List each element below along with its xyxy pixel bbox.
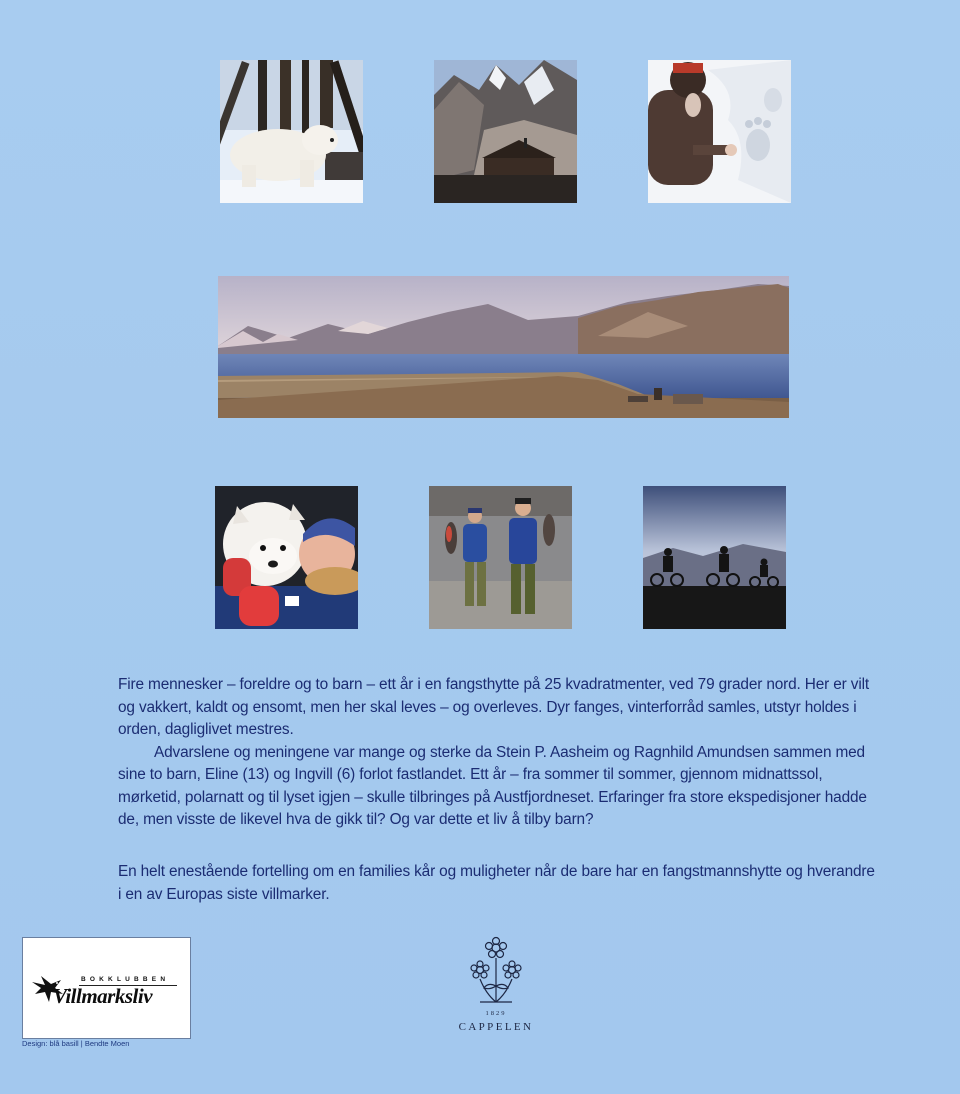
book-description <box>118 674 878 832</box>
two-people-with-birds-photo <box>429 486 572 629</box>
fjord-panorama-photo <box>218 276 789 418</box>
publisher-name: CAPPELEN <box>458 1021 534 1033</box>
publisher-year: 1829 <box>485 1010 507 1017</box>
cabin-under-mountains-photo <box>434 60 577 203</box>
book-club-logo <box>22 937 191 1039</box>
flower-logo-icon <box>466 936 526 1010</box>
tagline-text: En helt enestående fortelling om en families kår og muligheter når de bare har en fangstmannshytte og hverandre i en av Europas siste villmarker. <box>118 863 875 903</box>
club-name-text: Villmarksliv <box>53 984 153 1008</box>
book-tagline <box>118 861 878 906</box>
child-hugging-white-dog-photo <box>215 486 358 629</box>
description-paragraph-2: Advarslene og meningene var mange og sterke da Stein P. Aasheim og Ragnhild Amundsen sammen med sine to barn, Eline (13) og Ingvill (6) forlot fastlandet. Ett år – fra sommer til sommer, gjennom midnattssol, mørketid, polarnatt og til lyset igjen – skulle tilbringes på Austfjordneset. Erfaringer fra store ekspedisjoner hadde de, men visste de likevel hva de gikk til? Og var dette et liv å tilby barn? <box>118 743 867 828</box>
cyclists-silhouette-photo <box>643 486 786 629</box>
publisher-mark <box>440 936 552 1036</box>
child-with-bear-tracks-photo <box>648 60 791 203</box>
club-top-text: BOKKLUBBEN <box>81 976 170 983</box>
description-paragraph-1: Fire mennesker – foreldre og to barn – ett år i en fangsthytte på 25 kvadratmenter, ved 79 grader nord. Her er vilt og vakkert, kaldt og ensomt, men her skal leves – og overleves. Dyr fanges, vinterforråd samles, utstyr holdes i orden, dagliglivet mestres. <box>118 676 869 738</box>
design-credit: Design: blå basill | Bendte Moen <box>22 1039 130 1048</box>
polar-bear-photo <box>220 60 363 203</box>
